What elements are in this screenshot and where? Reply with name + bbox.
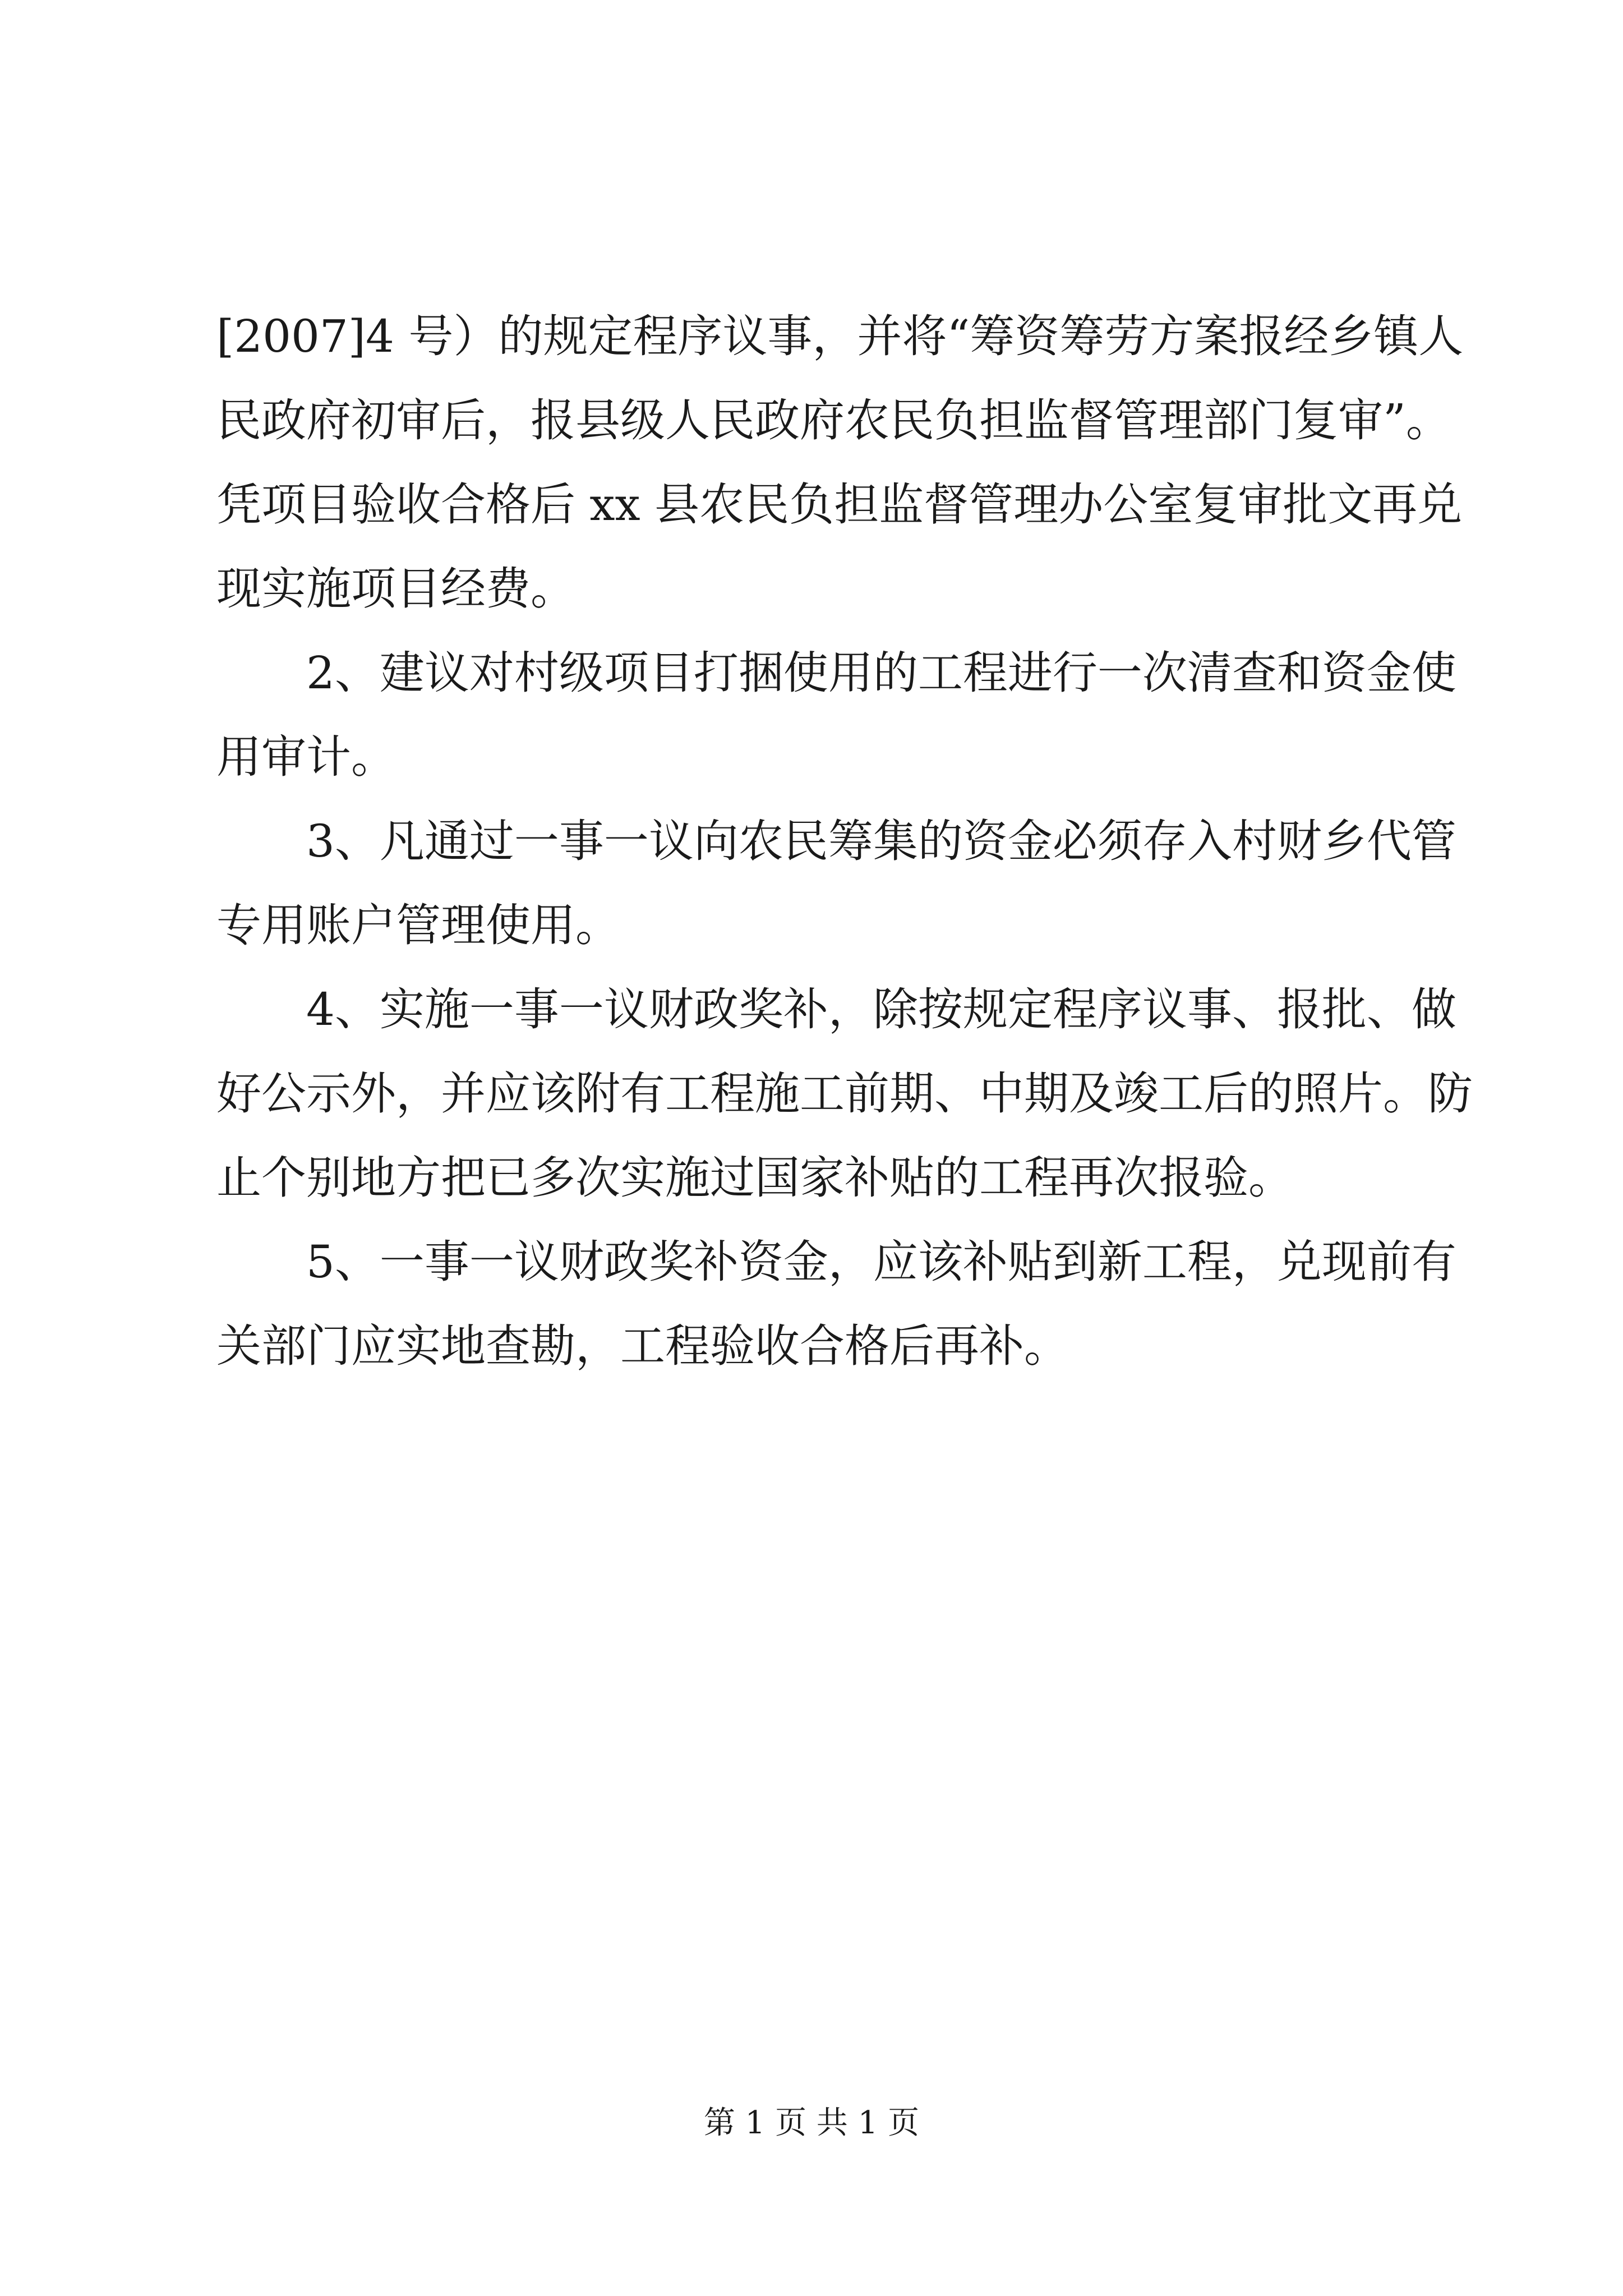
- text-line: 止个别地方把已多次实施过国家补贴的工程再次报验。: [216, 1152, 1293, 1204]
- text-line: 用审计。: [216, 731, 396, 783]
- text-line: 凭项目验收合格后 xx 县农民负担监督管理办公室复审批文再兑: [216, 478, 1463, 531]
- text-line: [2007]4 号）的规定程序议事，并将“筹资筹劳方案报经乡镇人: [216, 310, 1464, 362]
- page-footer: 第 1 页 共 1 页: [703, 2105, 920, 2141]
- text-line: 现实施项目经费。: [216, 563, 575, 615]
- document-body: [216, 295, 1473, 1388]
- text-line: 民政府初审后，报县级人民政府农民负担监督管理部门复审”。: [216, 394, 1451, 447]
- text-line: 2、建议对村级项目打捆使用的工程进行一次清查和资金使: [306, 647, 1456, 699]
- text-line: 5、一事一议财政奖补资金，应该补贴到新工程，兑现前有: [306, 1236, 1456, 1288]
- text-line: 3、凡通过一事一议向农民筹集的资金必须存入村财乡代管: [306, 815, 1456, 867]
- text-line: 专用账户管理使用。: [216, 899, 620, 951]
- text-line: 好公示外，并应该附有工程施工前期、中期及竣工后的照片。防: [216, 1068, 1473, 1120]
- text-line: 关部门应实地查勘，工程验收合格后再补。: [216, 1320, 1069, 1372]
- text-line: 4、实施一事一议财政奖补，除按规定程序议事、报批、做: [306, 983, 1456, 1036]
